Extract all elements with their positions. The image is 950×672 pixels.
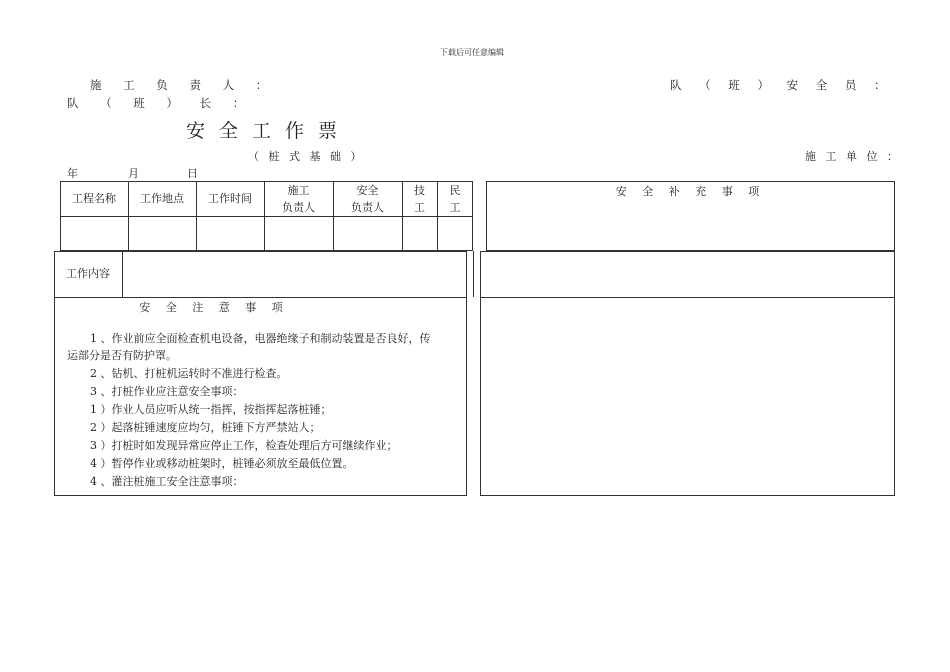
col-header-work-time: 工作时间 (208, 192, 252, 205)
col-header-construction-leader-line1: 施工 (287, 184, 310, 197)
info-table-row-divider (60, 216, 473, 217)
work-content-divider (54, 297, 467, 298)
precaution-line: 2 、钻机、打桩机运转时不准进行检查。 (90, 367, 288, 380)
date-year: 年 (67, 167, 78, 180)
col-header-technician-line2: 工 (414, 201, 425, 214)
col-header-laborer (437, 182, 473, 216)
construction-unit-label: 施 工 单 位 ： (805, 150, 901, 163)
precaution-line: 1 ）作业人员应听从统一指挥，按指挥起落桩锤； (90, 403, 332, 416)
subtitle: （ 桩 式 基 础 ） (248, 150, 365, 163)
team-leader-label: 队 （ 班 ） 长 ： (67, 96, 254, 110)
precaution-line: 3 、打桩作业应注意安全事项： (90, 385, 244, 398)
team-safety-officer-label: 队 （ 班 ） 安 全 员 ： (670, 78, 893, 92)
col-header-project-name: 工程名称 (72, 192, 116, 205)
col-header-technician-line1: 技 (414, 184, 425, 197)
precaution-line: 4 、灌注桩施工安全注意事项： (90, 475, 244, 488)
page-title: 安全工作票 (186, 120, 352, 142)
col-header-safety-leader-line2: 负责人 (351, 201, 384, 214)
work-content-label-divider (122, 251, 123, 297)
col-header-safety-leader (333, 182, 402, 216)
precaution-line: 1 、作业前应全面检查机电设备，电器绝缘子和制动装置是否良好，传 (90, 332, 431, 345)
precaution-line: 运部分是否有防护罩。 (67, 349, 177, 362)
supplement-divider (480, 297, 895, 298)
work-content-label: 工作内容 (66, 267, 110, 280)
supplement-box-bottom (480, 251, 895, 496)
col-header-construction-leader (264, 182, 333, 216)
construction-leader-label: 施 工 负 责 人 ： (90, 78, 277, 92)
center-divider (473, 251, 474, 297)
date-day: 日 (187, 167, 198, 180)
col-header-safety-leader-line1: 安全 (356, 184, 379, 197)
col-header-laborer-line1: 民 (449, 184, 461, 197)
col-header-technician (402, 182, 437, 216)
col-header-construction-leader-line2: 负责人 (282, 201, 315, 214)
precaution-line: 4 ）暂停作业或移动桩架时，桩锤必须放至最低位置。 (90, 457, 354, 470)
col-header-work-location: 工作地点 (140, 192, 184, 205)
supplement-title: 安 全 补 充 事 项 (615, 185, 766, 198)
top-note: 下载后可任意编辑 (440, 48, 504, 57)
date-month: 月 (128, 167, 139, 180)
precaution-line: 2 ）起落桩锤速度应均匀，桩锤下方严禁站人； (90, 421, 321, 434)
precaution-line: 3 ）打桩时如发现异常应停止工作，检查处理后方可继续作业； (90, 439, 398, 452)
precautions-title: 安 全 注 意 事 项 (139, 301, 289, 314)
col-header-laborer-line2: 工 (449, 201, 461, 214)
